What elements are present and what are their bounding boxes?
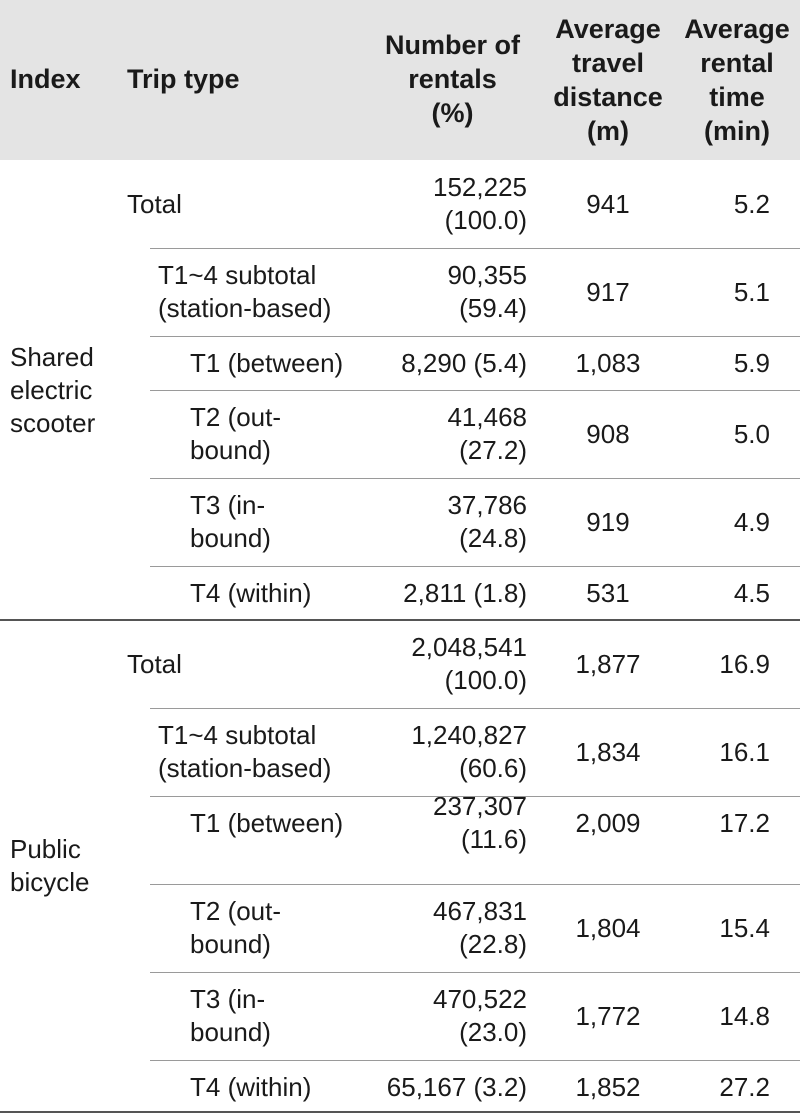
rentals-cell bbox=[360, 983, 527, 1049]
distance-cell: 908 bbox=[586, 418, 630, 449]
trip-type-cell bbox=[190, 577, 311, 610]
rentals-cell-line: (59.4) bbox=[459, 293, 527, 323]
rentals-cell bbox=[360, 895, 527, 961]
trip-type-cell bbox=[127, 188, 182, 221]
header-trip-type: Trip type bbox=[127, 64, 240, 94]
trip-type-cell-line: bound) bbox=[190, 929, 271, 959]
row-divider bbox=[150, 478, 800, 479]
trip-type-cell-line: T1~4 subtotal bbox=[158, 260, 317, 290]
header-number-of-rentals: Number of rentals (%) bbox=[385, 30, 520, 128]
rentals-cell bbox=[360, 577, 527, 610]
rentals-cell bbox=[360, 1071, 527, 1104]
distance-cell: 919 bbox=[586, 506, 630, 537]
trip-type-cell-line: T1 (between) bbox=[190, 807, 344, 838]
distance-cell: 531 bbox=[586, 577, 630, 608]
distance-cell: 1,877 bbox=[575, 648, 641, 679]
group-index-label-line: electric bbox=[10, 374, 93, 405]
time-cell: 16.9 bbox=[719, 648, 770, 679]
time-cell: 5.1 bbox=[733, 276, 770, 307]
rentals-cell-line: 8,290 (5.4) bbox=[401, 347, 527, 378]
rentals-cell-line: 2,048,541 bbox=[411, 632, 527, 662]
rentals-cell-line: 237,307 bbox=[433, 791, 527, 821]
row-divider bbox=[150, 248, 800, 249]
trip-type-cell-line: T1 (between) bbox=[190, 347, 344, 378]
trip-type-cell-line: T4 (within) bbox=[190, 577, 312, 608]
distance-cell: 1,772 bbox=[575, 1000, 641, 1031]
trip-type-cell-line: T2 (out- bbox=[190, 896, 282, 926]
header-index: Index bbox=[10, 64, 81, 94]
rentals-cell-line: (11.6) bbox=[461, 824, 527, 854]
trip-type-cell-line: (station-based) bbox=[158, 293, 332, 323]
time-cell: 4.5 bbox=[733, 577, 770, 608]
group-index-label bbox=[10, 833, 89, 899]
rentals-cell-line: 41,468 bbox=[447, 402, 527, 432]
trip-type-cell-line: bound) bbox=[190, 435, 271, 465]
trip-type-cell bbox=[158, 719, 331, 785]
time-cell: 16.1 bbox=[719, 736, 770, 767]
distance-cell: 1,834 bbox=[575, 736, 641, 767]
rentals-cell-line: (24.8) bbox=[459, 523, 527, 553]
trip-type-cell-line: bound) bbox=[190, 1017, 271, 1047]
group-index-label-line: Public bbox=[10, 834, 81, 864]
distance-cell: 2,009 bbox=[575, 807, 641, 838]
rentals-cell-line: 1,240,827 bbox=[411, 720, 527, 750]
time-cell: 5.0 bbox=[733, 418, 770, 449]
time-cell: 14.8 bbox=[719, 1000, 770, 1031]
header-average-rental-time: Average rental time (min) bbox=[684, 14, 790, 146]
trip-type-cell-line: (station-based) bbox=[158, 753, 332, 783]
trip-type-cell-line: Total bbox=[127, 188, 182, 219]
rentals-cell bbox=[360, 719, 527, 785]
trip-type-cell bbox=[127, 648, 182, 681]
row-divider bbox=[150, 566, 800, 567]
trip-type-cell-line: T4 (within) bbox=[190, 1071, 312, 1102]
rentals-cell-line: 152,225 bbox=[433, 172, 527, 202]
rentals-cell-line: (100.0) bbox=[444, 665, 527, 695]
rentals-cell-line: 37,786 bbox=[447, 490, 527, 520]
trip-type-cell-line: T2 (out- bbox=[190, 402, 282, 432]
trip-type-cell bbox=[190, 1071, 311, 1104]
row-divider bbox=[150, 796, 800, 797]
rentals-cell-line: (60.6) bbox=[459, 753, 527, 783]
trip-type-cell bbox=[190, 401, 281, 467]
row-divider bbox=[150, 972, 800, 973]
group-index-label-line: scooter bbox=[10, 407, 96, 438]
trip-type-cell bbox=[190, 895, 281, 961]
time-cell: 4.9 bbox=[733, 506, 770, 537]
row-divider bbox=[150, 390, 800, 391]
distance-cell: 917 bbox=[586, 276, 630, 307]
rentals-cell-line: 2,811 (1.8) bbox=[403, 577, 527, 608]
rentals-cell-line: 467,831 bbox=[433, 896, 527, 926]
rentals-cell-line: 90,355 bbox=[447, 260, 527, 290]
group-divider bbox=[0, 1111, 800, 1113]
trip-type-cell-line: T1~4 subtotal bbox=[158, 720, 317, 750]
time-cell: 27.2 bbox=[719, 1071, 770, 1102]
trip-type-cell bbox=[190, 489, 271, 555]
time-cell: 5.9 bbox=[733, 347, 770, 378]
group-divider bbox=[0, 619, 800, 621]
rentals-cell bbox=[360, 259, 527, 325]
trip-type-cell-line: Total bbox=[127, 648, 182, 679]
trip-type-cell-line: T3 (in- bbox=[190, 490, 266, 520]
rentals-cell-line: (100.0) bbox=[444, 205, 527, 235]
row-divider bbox=[150, 708, 800, 709]
rentals-cell-line: (27.2) bbox=[459, 435, 527, 465]
group-index-label-line: bicycle bbox=[10, 867, 90, 897]
rentals-cell bbox=[360, 631, 527, 697]
rentals-cell bbox=[360, 790, 527, 856]
group-index-label-line: Shared bbox=[10, 341, 94, 372]
trip-type-cell bbox=[190, 347, 343, 380]
rentals-cell bbox=[360, 401, 527, 467]
row-divider bbox=[150, 884, 800, 885]
rentals-cell-line: (23.0) bbox=[459, 1017, 527, 1047]
trip-type-cell-line: T3 (in- bbox=[190, 984, 266, 1014]
trip-type-cell bbox=[190, 807, 343, 840]
trip-type-cell-line: bound) bbox=[190, 523, 271, 553]
rentals-cell bbox=[360, 489, 527, 555]
group-index-label bbox=[10, 341, 95, 440]
row-divider bbox=[150, 1060, 800, 1061]
rentals-cell-line: 65,167 (3.2) bbox=[386, 1071, 527, 1102]
time-cell: 17.2 bbox=[719, 807, 770, 838]
rentals-cell bbox=[360, 347, 527, 380]
time-cell: 15.4 bbox=[719, 912, 770, 943]
distance-cell: 1,804 bbox=[575, 912, 641, 943]
trip-type-cell bbox=[158, 259, 331, 325]
distance-cell: 1,852 bbox=[575, 1071, 641, 1102]
row-divider bbox=[150, 336, 800, 337]
rentals-cell bbox=[360, 171, 527, 237]
trip-type-cell bbox=[190, 983, 271, 1049]
rentals-cell-line: 470,522 bbox=[433, 984, 527, 1014]
distance-cell: 1,083 bbox=[575, 347, 641, 378]
time-cell: 5.2 bbox=[733, 188, 770, 219]
distance-cell: 941 bbox=[586, 188, 630, 219]
header-average-travel-distance: Average travel distance (m) bbox=[553, 14, 663, 146]
rentals-cell-line: (22.8) bbox=[459, 929, 527, 959]
